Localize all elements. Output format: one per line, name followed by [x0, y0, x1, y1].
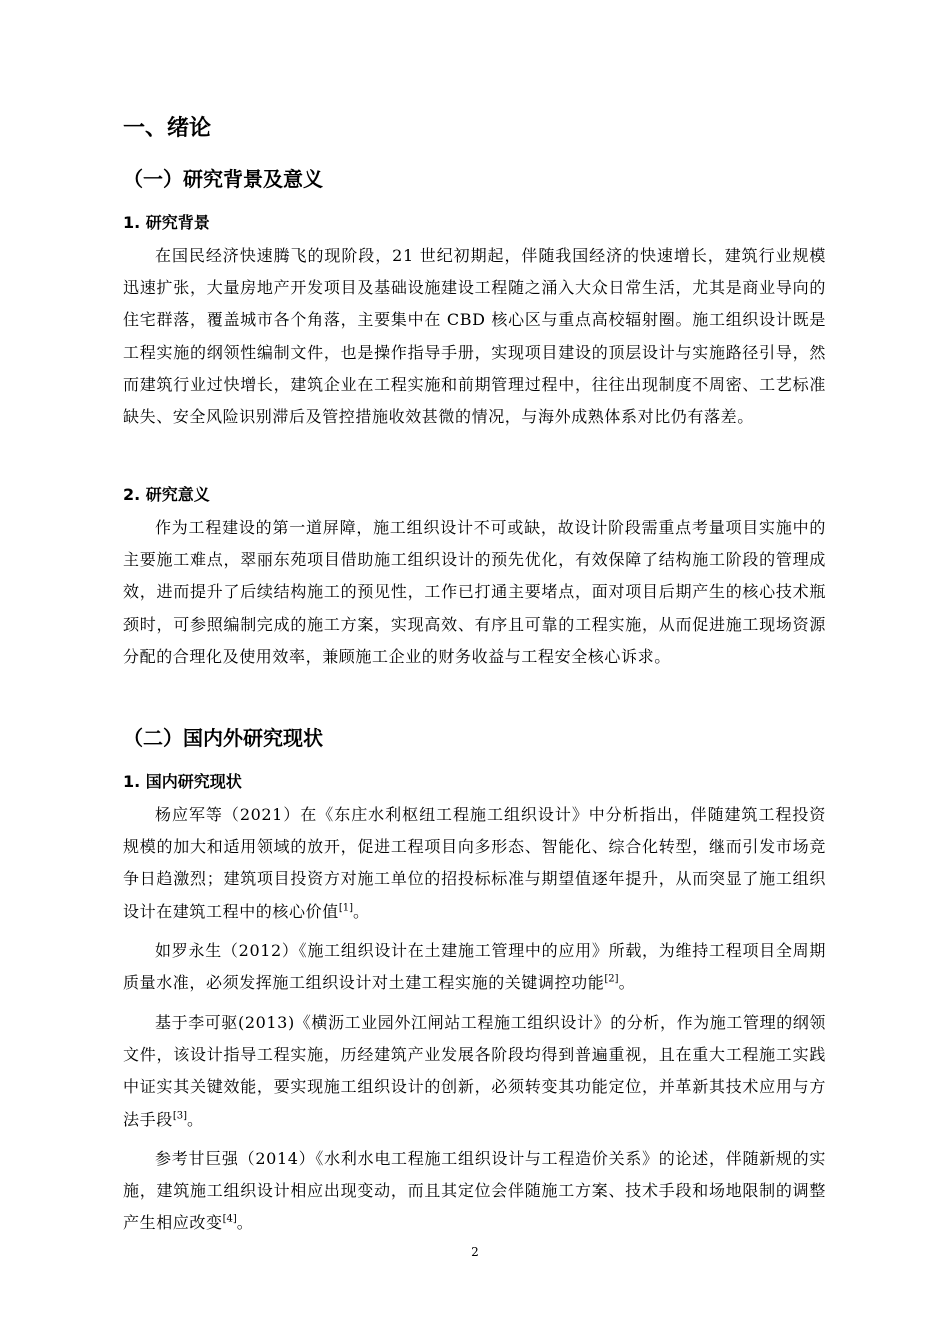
- subsection-heading-significance: 2. 研究意义: [123, 485, 210, 504]
- paragraph-domestic-3: [123, 1007, 826, 1136]
- paragraph-end: 。: [618, 973, 636, 993]
- paragraph-domestic-1: [123, 799, 826, 928]
- paragraph-text: 杨应军等（2021）在《东庄水利枢纽工程施工组织设计》中分析指出，伴随建筑工程投资规模的加大和适用领域的放开，促进工程项目向多形态、智能化、综合化转型，继而引发市场竞争日趋激烈；建筑项目投资方对施工单位的招投标标准与期望值逐年提升，从而突显了施工组织设计在建筑工程中的核心价值: [123, 805, 826, 921]
- page-number: 2: [471, 1245, 479, 1259]
- section-heading-research-status: （二）国内外研究现状: [123, 726, 323, 750]
- paragraph-text: 如罗永生（2012）《施工组织设计在土建施工管理中的应用》所载，为维持工程项目全周期质量水准，必须发挥施工组织设计对土建工程实施的关键调控功能: [123, 941, 826, 993]
- citation-marker: [3]: [172, 1110, 187, 1122]
- citation-marker: [2]: [604, 973, 619, 985]
- paragraph-text: 基于李可驱(2013)《横沥工业园外江闸站工程施工组织设计》的分析，作为施工管理的纲领文件，该设计指导工程实施，历经建筑产业发展各阶段均得到普遍重视，且在重大工程施工实践中证实其关键效能，要实现施工组织设计的创新，必须转变其功能定位，并革新其技术应用与方法手段: [123, 1013, 827, 1129]
- paragraph-background: 在国民经济快速腾飞的现阶段，21 世纪初期起，伴随我国经济的快速增长，建筑行业规模迅速扩张，大量房地产开发项目及基础设施建设工程随之涌入大众日常生活，尤其是商业导向的住宅群落，覆盖城市各个角落，主要集中在 CBD 核心区与重点高校辐射圈。施工组织设计既是工程实施的纲领性编制文件，也是操作指导手册，实现项目建设的顶层设计与实施路径引导，然而建筑行业过快增长，建筑企业在工程实施和前期管理过程中，往往出现制度不周密、工艺标准缺失、安全风险识别滞后及管控措施收效甚微的情况，与海外成熟体系对比仍有落差。: [123, 246, 826, 427]
- citation-marker: [1]: [338, 902, 353, 914]
- paragraph-text: 参考甘巨强（2014）《水利水电工程施工组织设计与工程造价关系》的论述，伴随新规的实施，建筑施工组织设计相应出现变动，而且其定位会伴随施工方案、技术手段和场地限制的调整产生相应改变: [123, 1149, 826, 1233]
- paragraph-domestic-4: [123, 1143, 826, 1240]
- paragraph-domestic-2: [123, 935, 826, 999]
- subsection-heading-domestic: 1. 国内研究现状: [123, 772, 242, 791]
- paragraph-end: 。: [186, 1109, 204, 1129]
- chapter-heading: 一、绪论: [123, 116, 212, 141]
- subsection-heading-background: 1. 研究背景: [123, 213, 210, 232]
- citation-marker: [4]: [222, 1214, 237, 1226]
- paragraph-end: 。: [352, 901, 370, 921]
- paragraph-end: 。: [236, 1213, 254, 1233]
- paragraph-significance: 作为工程建设的第一道屏障，施工组织设计不可或缺，故设计阶段需重点考量项目实施中的主要施工难点，翠丽东苑项目借助施工组织设计的预先优化，有效保障了结构施工阶段的管理成效，进而提升了后续结构施工的预见性，工作已打通主要堵点，面对项目后期产生的核心技术瓶颈时，可参照编制完成的施工方案，实现高效、有序且可靠的工程实施，从而促进施工现场资源分配的合理化及使用效率，兼顾施工企业的财务收益与工程安全核心诉求。: [123, 518, 826, 666]
- section-heading-background: （一）研究背景及意义: [123, 167, 323, 191]
